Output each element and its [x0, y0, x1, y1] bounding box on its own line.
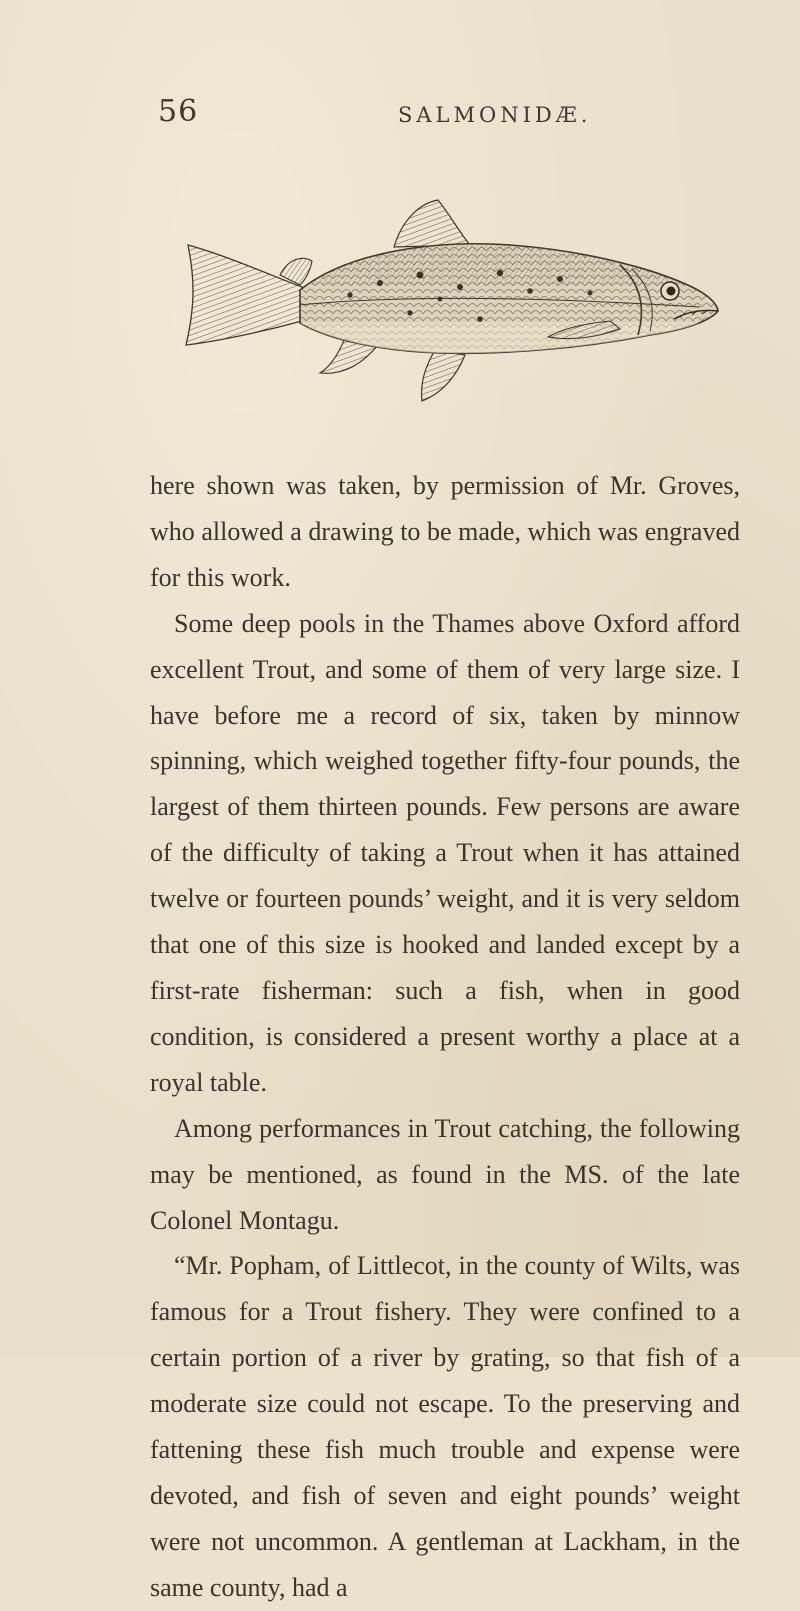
page-header: [0, 94, 800, 134]
paragraph-thames-trout: Some deep pools in the Thames above Oxford afford excellent Trout, and some of them of very large size. I have before me a record of six, taken by minnow spinning, which weighed together fifty-four pounds, the largest of them thirteen pounds. Few persons are aware of the difficulty of taking a Trout when it has attained twelve or fourteen pounds’ weight, and it is very seldom that one of this size is hooked and landed except by a first-rate fisherman: such a fish, when in good condition, is considered a present worthy a place at a royal table.: [150, 608, 740, 1097]
page-number: 56: [158, 94, 199, 129]
trout-illustration: [180, 195, 725, 410]
running-head: SALMONIDÆ.: [398, 103, 592, 127]
body-text: [150, 463, 740, 1611]
fish-engraving-icon: [180, 195, 725, 410]
paragraph-continuation: here shown was taken, by permission of Mr. Groves, who allowed a drawing to be made, which was engraved for this work.: [150, 471, 740, 592]
paragraph-performances: Among performances in Trout catching, the following may be mentioned, as found in the MS. of the late Colonel Montagu.: [150, 1113, 740, 1235]
paragraph-popham-quote: “Mr. Popham, of Littlecot, in the county of Wilts, was famous for a Trout fishery. They were confined to a certain portion of a river by grating, so that fish of a moderate size could not escape. To the preserving and fattening these fish much trouble and expense were devoted, and fish of seven and eight pounds’ weight were not uncommon. A gentleman at Lackham, in the same county, had a: [150, 1251, 740, 1602]
